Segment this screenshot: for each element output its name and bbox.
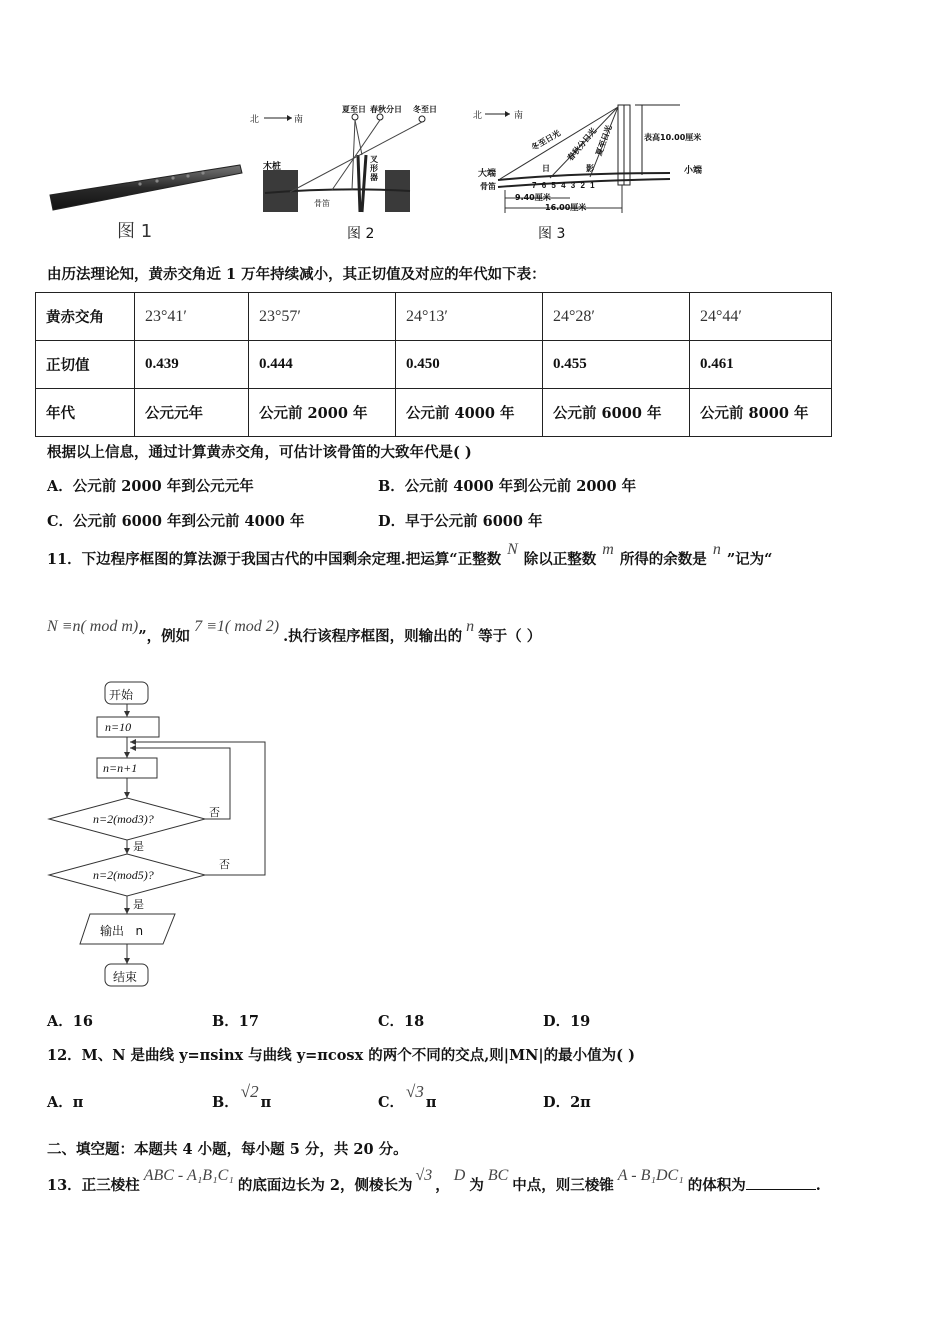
example-formula: 7 ≡1( mod 2) — [194, 618, 280, 635]
mark-4: 4 — [561, 181, 566, 190]
fig3-shadow-label: 影 — [586, 164, 594, 173]
fig3-big-end: 大端 — [478, 169, 497, 179]
fig2-north-label: 北 — [250, 115, 260, 125]
var-n: n — [712, 541, 721, 558]
q11-text-g: 等于（ ） — [478, 628, 542, 645]
mark-7: 7 — [532, 181, 537, 190]
q12-option-d[interactable]: D．2π — [543, 1094, 591, 1111]
table-row — [36, 341, 832, 389]
mark-6: 6 — [541, 181, 547, 190]
q10-option-d[interactable]: D．早于公元前 6000 年 — [378, 513, 543, 530]
section-heading: 二、填空题：本题共 4 小题，每小题 5 分，共 20 分。 — [47, 1141, 408, 1158]
q13-text-d: 为 — [469, 1177, 484, 1194]
var-N: N — [507, 541, 518, 558]
q13-text-g: . — [815, 1177, 821, 1194]
fig3-marks — [532, 181, 595, 190]
table-cell: 23°57′ — [249, 293, 396, 341]
option-label: B． — [212, 1094, 239, 1111]
fig3-direction — [470, 95, 475, 96]
table-cell: 0.461 — [690, 341, 832, 389]
measurement-diagram — [470, 95, 730, 220]
var-m: m — [602, 541, 614, 558]
fig3-south-label: 南 — [514, 111, 524, 121]
flow-cond-1: n=2(mod3)? — [93, 812, 154, 826]
flow-no-2: 否 — [219, 858, 230, 871]
congruence-formula: N ≡n( mod m) — [47, 618, 139, 635]
point-D: D — [453, 1167, 466, 1184]
q13-text-e: 中点，则三棱锥 — [512, 1177, 614, 1194]
q13-text-a: 13．正三棱柱 — [47, 1177, 140, 1194]
table-cell: 公元前 2000 年 — [249, 389, 396, 437]
segment-BC: BC — [487, 1167, 509, 1184]
pi: π — [425, 1094, 437, 1111]
flow-yes-1: 是 — [133, 840, 144, 853]
table-row — [36, 293, 832, 341]
q12-option-c[interactable] — [378, 1082, 437, 1112]
fig3-caption: 图 3 — [538, 226, 566, 242]
q11-text-d: ”记为“ — [726, 551, 773, 568]
fig2-winter-label: 冬至日 — [413, 105, 437, 114]
table-row — [36, 389, 832, 437]
fig3-length-1: 9.40厘米 — [515, 193, 551, 202]
fig2-caption: 图 2 — [347, 226, 375, 242]
table-cell: 23°41′ — [135, 293, 249, 341]
fig1-caption: 图 1 — [117, 221, 153, 242]
q10-option-c[interactable]: C．公元前 6000 年到公元前 4000 年 — [47, 513, 305, 530]
q13-text-b: 的底面边长为 2，侧棱长为 — [237, 1177, 413, 1194]
table-cell: 公元元年 — [135, 389, 249, 437]
obliquity-table — [35, 292, 832, 437]
sqrt-2: √2 — [240, 1082, 259, 1101]
fig3-small-end: 小端 — [684, 166, 703, 176]
q11-option-c[interactable]: C．18 — [378, 1013, 425, 1030]
flow-end: 结束 — [113, 970, 138, 984]
figure-2 — [250, 95, 445, 245]
table-cell: 公元前 4000 年 — [396, 389, 543, 437]
table-cell: 公元前 6000 年 — [543, 389, 690, 437]
flowchart-lines — [45, 678, 275, 993]
fig2-gnomon-label: 叉形器 — [370, 155, 378, 182]
fig2-direction — [250, 95, 255, 96]
fig2-equinox-label: 春秋分日 — [370, 105, 402, 114]
pi: π — [260, 1094, 272, 1111]
flowchart — [45, 678, 275, 993]
mark-1: 1 — [590, 181, 595, 190]
fig2-summer-label: 夏至日 — [342, 105, 366, 114]
fig3-summer-light: 夏至日光 — [594, 123, 614, 158]
table-row-header: 黄赤交角 — [36, 293, 135, 341]
q10-option-a[interactable]: A．公元前 2000 年到公元元年 — [47, 478, 254, 495]
pyramid-name: A - B₁DC₁ — [617, 1167, 684, 1184]
q11-text-f: .执行该程序框图，则输出的 — [283, 628, 463, 645]
fig3-winter-light: 冬至日光 — [529, 128, 563, 153]
fig3-sun-label: 日 — [542, 164, 550, 173]
table-cell: 24°13′ — [396, 293, 543, 341]
fig3-length-2: 16.00厘米 — [545, 203, 587, 212]
q11-option-a[interactable]: A．16 — [47, 1013, 93, 1030]
answer-blank[interactable] — [746, 1175, 816, 1190]
mark-3: 3 — [570, 181, 576, 190]
figure-1 — [45, 95, 245, 245]
fig2-south-label: 南 — [294, 115, 304, 125]
flow-no-1: 否 — [209, 806, 220, 819]
q11-text-e: ”，例如 — [138, 628, 191, 645]
q11-text-a: 11．下边程序框图的算法源于我国古代的中国剩余定理.把运算“正整数 — [47, 551, 502, 568]
flow-yes-2: 是 — [133, 898, 144, 911]
table-cell: 公元前 8000 年 — [690, 389, 832, 437]
q12-option-b[interactable] — [212, 1082, 272, 1112]
fig3-height-label: 表高10.00厘米 — [644, 133, 702, 142]
q11-option-d[interactable]: D．19 — [543, 1013, 591, 1030]
flow-init: n=10 — [105, 720, 132, 734]
fig3-north-label: 北 — [473, 111, 483, 121]
q11-line-2 — [47, 618, 542, 646]
table-row-header: 正切值 — [36, 341, 135, 389]
flow-cond-2: n=2(mod5)? — [93, 868, 154, 882]
q13-stem — [47, 1167, 821, 1195]
q12-stem: 12．M、N 是曲线 y=πsinx 与曲线 y=πcosx 的两个不同的交点,则|MN|的最小值为( ) — [47, 1047, 635, 1064]
q11-option-b[interactable]: B．17 — [212, 1013, 259, 1030]
table-cell: 0.439 — [135, 341, 249, 389]
figure-3 — [470, 95, 730, 245]
sqrt-3: √3 — [415, 1167, 433, 1184]
table-cell: 0.450 — [396, 341, 543, 389]
flow-start: 开始 — [109, 688, 134, 702]
q10-option-b[interactable]: B．公元前 4000 年到公元前 2000 年 — [378, 478, 637, 495]
option-label: C． — [378, 1094, 405, 1111]
fig2-tube-label: 骨笛 — [314, 199, 330, 208]
q13-text-f: 的体积为 — [687, 1177, 746, 1194]
q12-option-a[interactable]: A．π — [47, 1094, 84, 1111]
table-cell: 24°44′ — [690, 293, 832, 341]
flow-output: 输出 n — [100, 924, 144, 938]
fig2-pole-label: 木桩 — [263, 162, 282, 172]
q13-text-c: ， — [435, 1177, 450, 1194]
intro-text: 由历法理论知，黄赤交角近 1 万年持续减小，其正切值及对应的年代如下表： — [47, 266, 546, 283]
mark-5: 5 — [551, 181, 556, 190]
mark-2: 2 — [580, 181, 585, 190]
table-row-header: 年代 — [36, 389, 135, 437]
prism-name: ABC - A₁B₁C₁ — [143, 1167, 234, 1184]
q11-text-b: 除以正整数 — [523, 551, 597, 568]
flow-step: n=n+1 — [103, 761, 138, 775]
q11-line-1 — [47, 541, 773, 569]
fig3-equinox-light: 春秋分日光 — [565, 126, 599, 163]
q10-stem: 根据以上信息，通过计算黄赤交角，可估计该骨笛的大致年代是( ) — [47, 444, 472, 461]
fig3-tube-label: 骨笛 — [480, 182, 496, 191]
q11-text-c: 所得的余数是 — [619, 551, 707, 568]
table-cell: 0.455 — [543, 341, 690, 389]
table-cell: 0.444 — [249, 341, 396, 389]
sqrt-3: √3 — [406, 1082, 424, 1101]
table-cell: 24°28′ — [543, 293, 690, 341]
var-n: n — [466, 618, 475, 635]
